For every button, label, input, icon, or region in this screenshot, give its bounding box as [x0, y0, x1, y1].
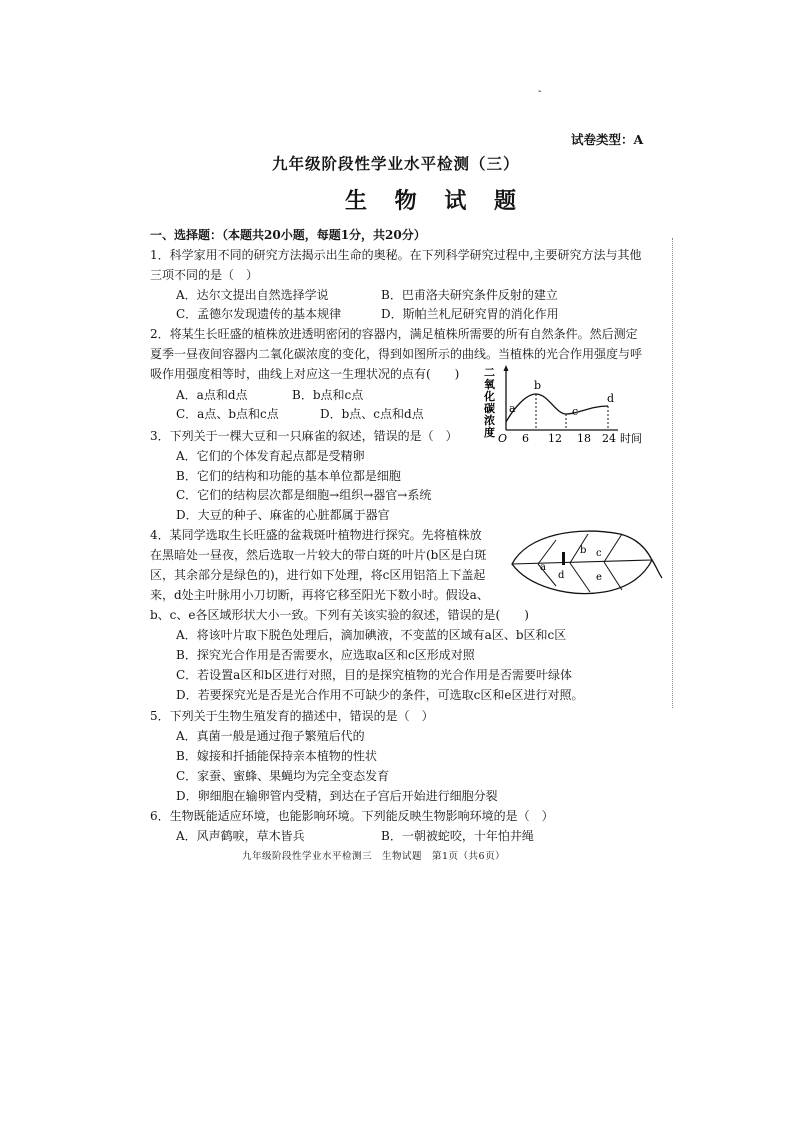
- q1-option-a: A．达尔文提出自然选择学说: [176, 288, 329, 302]
- q3-option-b: B．它们的结构和功能的基本单位都是细胞: [176, 469, 401, 483]
- co2-curve: [506, 394, 608, 422]
- q6-stem: 6．生物既能适应环境，也能影响环境。下列能反映生物影响环境的是（ ）: [150, 809, 554, 823]
- q1-option-b: B．巴甫洛夫研究条件反射的建立: [381, 288, 558, 302]
- page-footer: 九年级阶段性学业水平检测三 生物试题 第1页（共6页）: [242, 851, 506, 862]
- q2-option-b: B．b点和c点: [292, 388, 364, 402]
- region-label-b: b: [580, 545, 587, 556]
- q2-stem-line1: 2．将某生长旺盛的植株放进透明密闭的容器内，满足植株所需要的所有自然条件。然后测定: [150, 327, 638, 341]
- q6-option-a: A．风声鹤唳，草木皆兵: [176, 829, 305, 843]
- region-label-d: d: [558, 570, 565, 581]
- x-tick-6: 6: [522, 432, 529, 445]
- q4-option-a: A．将该叶片取下脱色处理后，滴加碘液，不变蓝的区域有a区、b区和c区: [176, 628, 567, 642]
- region-label-c: c: [596, 548, 602, 559]
- q5-option-a: A．真菌一般是通过孢子繁殖后代的: [176, 729, 365, 743]
- q4-option-b: B．探究光合作用是否需要水，应选取a区和c区形成对照: [176, 648, 475, 662]
- q4-stem-line1: 4．某同学选取生长旺盛的盆栽斑叶植物进行探究。先将植株放: [150, 528, 482, 542]
- q3-stem: 3．下列关于一棵大豆和一只麻雀的叙述，错误的是（ ）: [150, 429, 458, 443]
- co2-concentration-figure: [478, 364, 658, 446]
- ylabel-char-6: 度: [484, 426, 495, 439]
- binding-line: [672, 238, 674, 708]
- q5-option-b: B．嫁接和扦插能保持亲本植物的性状: [176, 749, 377, 763]
- x-tick-24: 24: [602, 432, 616, 445]
- q1-stem-line2: 三项不同的是（ ）: [150, 268, 259, 282]
- leaf-petiole: [652, 560, 662, 578]
- q1-option-d: D．斯帕兰札尼研究胃的消化作用: [381, 307, 559, 321]
- q2-stem-line2: 夏季一昼夜间容器内二氧化碳浓度的变化，得到如图所示的曲线。当植株的光合作用强度与呼: [150, 347, 643, 361]
- region-label-e: e: [596, 572, 602, 583]
- stray-mark: -: [538, 86, 542, 97]
- q3-option-a: A．它们的个体发育起点都是受精卵: [176, 449, 365, 463]
- q4-stem-line4: 来，d处主叶脉用小刀切断，再将它移至阳光下数小时。假设a、: [150, 588, 489, 602]
- leaf-figure: [508, 524, 664, 598]
- point-label-d: d: [607, 392, 615, 405]
- q2-option-a: A．a点和d点: [176, 388, 248, 402]
- q3-option-c: C．它们的结构层次都是细胞→组织→器官→系统: [176, 488, 432, 502]
- q5-option-d: D．卵细胞在输卵管内受精，到达在子宫后开始进行细胞分裂: [176, 789, 498, 803]
- q5-stem: 5．下列关于生物生殖发育的描述中，错误的是（ ）: [150, 709, 434, 723]
- ylabel-char-4: 碳: [484, 402, 495, 415]
- point-label-a: a: [509, 402, 516, 415]
- x-axis-label: 时间: [620, 432, 642, 445]
- q4-stem-line2: 在黑暗处一昼夜，然后选取一片较大的带白斑的叶片(b区是白斑: [150, 548, 487, 562]
- x-tick-12: 12: [548, 432, 562, 445]
- q2-option-d: D．b点、c点和d点: [320, 407, 424, 421]
- q3-option-d: D．大豆的种子、麻雀的心脏都属于器官: [176, 508, 390, 522]
- q4-option-d: D．若要探究光是否是光合作用不可缺少的条件，可选取c区和e区进行对照。: [176, 688, 584, 702]
- vein-cut-mark: [562, 552, 565, 565]
- q2-stem-line3: 吸作用强度相等时，曲线上对应这一生理状况的点有( ): [150, 367, 460, 381]
- subject-title: 生 物 试 题: [345, 188, 526, 214]
- q1-option-c: C．孟德尔发现遗传的基本规律: [176, 307, 342, 321]
- q4-stem-line5: b、c、e各区域形状大小一致。下列有关该实验的叙述，错误的是( ): [150, 608, 529, 622]
- ylabel-char-3: 化: [484, 390, 495, 403]
- q5-option-c: C．家蚕、蜜蜂、果蝇均为完全变态发育: [176, 769, 390, 783]
- point-label-c: c: [572, 405, 579, 418]
- y-axis-arrow: [504, 365, 509, 371]
- exam-title: 九年级阶段性学业水平检测（三）: [272, 154, 520, 173]
- region-label-a: a: [540, 562, 546, 573]
- q6-option-b: B．一朝被蛇咬，十年怕井绳: [381, 829, 534, 843]
- x-tick-18: 18: [577, 432, 591, 445]
- paper-type: 试卷类型：A: [571, 132, 644, 147]
- point-label-b: b: [534, 379, 542, 392]
- q1-stem-line1: 1．科学家用不同的研究方法揭示出生命的奥秘。在下列科学研究过程中,主要研究方法与其他: [150, 248, 642, 262]
- q2-option-c: C．a点、b点和c点: [176, 407, 279, 421]
- q4-stem-line3: 区，其余部分是绿色的)，进行如下处理，将c区用铝箔上下盖起: [150, 568, 486, 582]
- ylabel-char-2: 氧: [484, 378, 495, 391]
- q4-option-c: C．若设置a区和b区进行对照，目的是探究植物的光合作用是否需要叶绿体: [176, 668, 573, 682]
- section-heading: 一、选择题：（本题共20小题，每题1分，共20分）: [150, 228, 426, 242]
- ylabel-char-5: 浓: [484, 414, 495, 427]
- origin-label: O: [498, 432, 508, 445]
- ylabel-char-1: 二: [484, 366, 495, 379]
